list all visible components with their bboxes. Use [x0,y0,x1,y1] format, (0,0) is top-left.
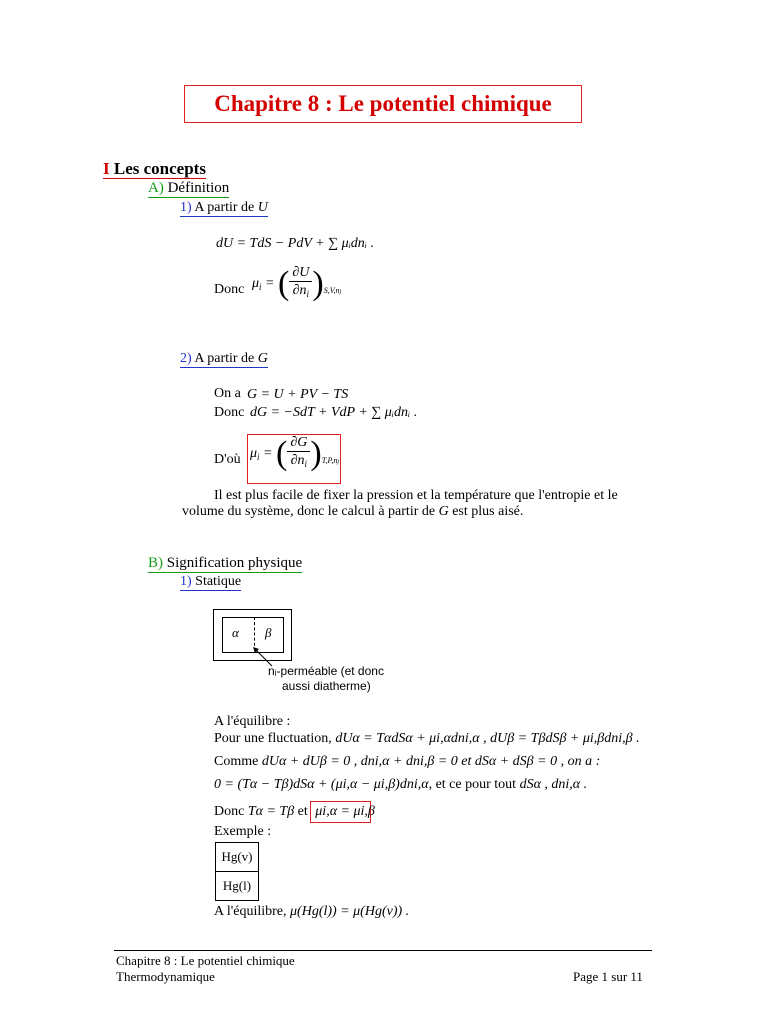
hg-phase-table [215,842,259,901]
subsection-a-letter: A) [148,180,164,196]
subsubsection-b1-num: 1) [180,574,192,589]
donc-line-3 [214,803,375,820]
chemical-potential-equality: μi,α = μi,β [315,804,375,819]
et-text: et [294,804,312,819]
footer-page-number: Page 1 sur 11 [573,969,643,984]
subsection-b-heading [148,555,302,573]
subsection-b-letter: B) [148,555,163,571]
dou-label: D'où [214,452,241,467]
table-row [216,843,259,872]
page-title: Chapitre 8 : Le potentiel chimique [214,91,552,116]
zero-text: , et ce pour tout [428,777,520,792]
equation-mu-G: $\mu_i$ = ( $\frac{\partial G}{\partial n_i}$ )$_{T,P,nj}$ [250,435,340,472]
paragraph-line-2 [182,503,523,520]
subsubsection-a1-label: A partir de [194,200,258,215]
footer-subject: Thermodynamique [116,969,215,984]
table-row [216,872,259,901]
hg-liquid-cell: Hg(l) [216,872,259,901]
zero-line [214,776,587,793]
beta-label: β [265,625,272,640]
subsubsection-b1-label: Statique [195,574,242,589]
subsubsection-a1-num: 1) [180,200,192,215]
equilibrium-example-text: A l'équilibre, [214,904,291,919]
paragraph-line-2-a: volume du système, donc le calcul à partir de [182,504,439,519]
alpha-label: α [232,625,239,640]
equilibrium-example-line [214,903,409,920]
example-label: Exemple : [214,824,272,839]
subsubsection-a2-var: G [257,351,268,366]
hg-vapor-cell: Hg(v) [216,843,259,872]
donc-text-3: Donc [214,804,248,819]
equation-dG: dG = −SdT + VdP + ∑ μᵢdnᵢ . [250,405,418,420]
subsection-a-heading [148,180,229,198]
comme-equation: dUα + dUβ = 0 , dni,α + dni,β = 0 et dSα + dSβ = 0 , on a : [261,754,601,769]
paragraph-line-2-b: est plus aisé. [448,504,524,519]
section-number: I [103,159,110,178]
equation-mu-U: $\mu_i$ = ( $\frac{\partial U}{\partial n_i}$ )$_{S,V,nj}$ [252,265,342,302]
paragraph-line-1: Il est plus facile de fixer la pression et la température que l'entropie et le [214,488,618,503]
comme-line [214,753,600,770]
equilibrium-example-equation: μ(Hg(l)) = μ(Hg(v)) . [290,904,410,919]
temperature-equality: Tα = Tβ [247,804,295,819]
equation-dU: dU = TdS − PdV + ∑ μᵢdnᵢ . [216,236,375,251]
subsubsection-a2-label: A partir de [194,351,258,366]
fluctuation-text: Pour une fluctuation, [214,731,336,746]
on-a-label: On a [214,386,241,401]
footer-divider [114,950,652,951]
subsubsection-b1-heading [180,574,241,591]
comme-text: Comme [214,754,262,769]
subsubsection-a1-var: U [257,200,268,215]
section-label: Les concepts [113,159,206,178]
subsubsection-a2-heading [180,351,268,368]
paragraph-line-2-var: G [438,504,449,519]
subsection-b-label: Signification physique [166,555,303,571]
equation-G: G = U + PV − TS [247,387,349,402]
subsubsection-a2-num: 2) [180,351,192,366]
section-heading-1 [103,160,206,179]
zero-vars: dSα , dni,α . [519,777,588,792]
footer-chapter: Chapitre 8 : Le potentiel chimique [116,953,295,968]
fluctuation-line [214,730,640,747]
donc-label-2: Donc [214,405,245,420]
subsubsection-a1-heading [180,200,268,217]
wall-caption-2: aussi diatherme) [282,679,371,693]
subsection-a-label: Définition [167,180,230,196]
title-box [184,85,582,123]
donc-label-1: Donc [214,282,245,297]
zero-equation: 0 = (Tα − Tβ)dSα + (μi,α − μi,β)dni,α [214,777,429,792]
wall-caption-1: nᵢ-perméable (et donc [268,664,384,678]
equilibrium-label: A l'équilibre : [214,714,291,729]
fluctuation-equation: dUα = TαdSα + μi,αdni,α , dUβ = TβdSβ + μi,βdni,β . [335,731,640,746]
